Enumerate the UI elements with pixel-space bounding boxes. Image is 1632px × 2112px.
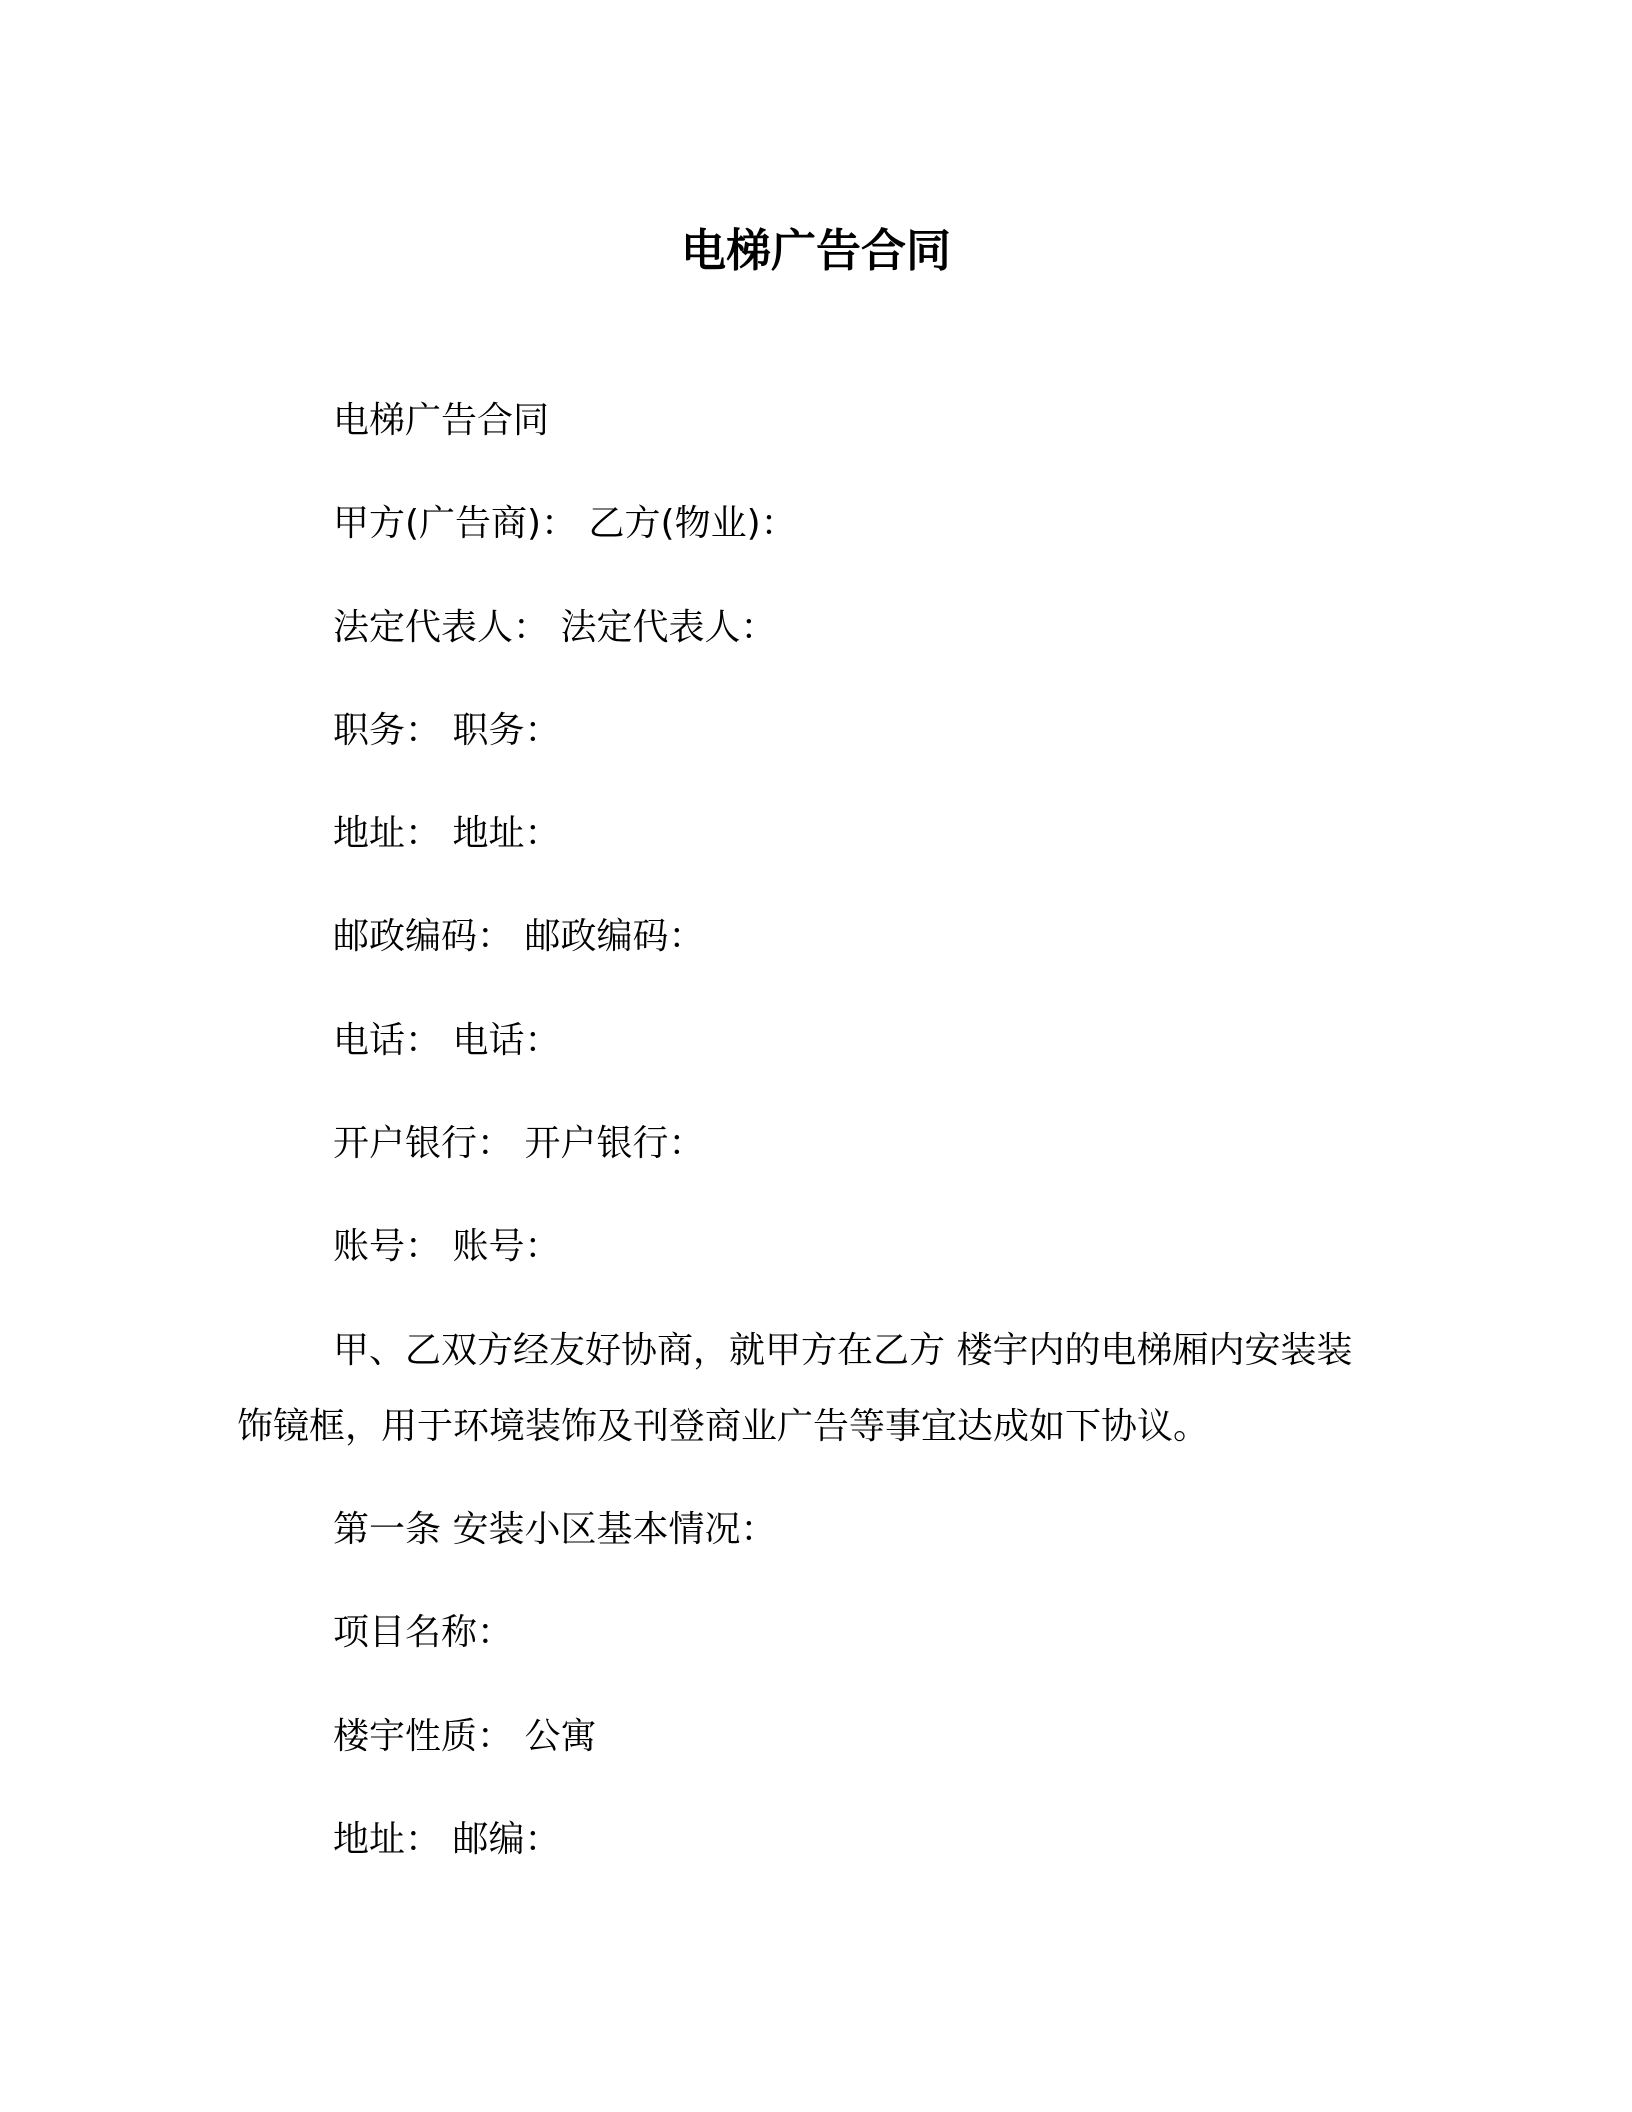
article-one-heading: 第一条 安装小区基本情况： [333, 1508, 777, 1550]
address-zip-line: 地址： 邮编： [333, 1818, 561, 1860]
agreement-paragraph [237, 1313, 1397, 1465]
postal-code-line: 邮政编码： 邮政编码： [333, 916, 705, 958]
bank-line: 开户银行： 开户银行： [333, 1123, 705, 1165]
project-name-line: 项目名称： [333, 1612, 514, 1654]
legal-representative-line: 法定代表人： 法定代表人： [333, 606, 777, 648]
party-line: 甲方(广告商)： 乙方(物业)： [333, 503, 797, 545]
phone-line: 电话： 电话： [333, 1019, 561, 1061]
agreement-line-2: 饰镜框，用于环境装饰及刊登商业广告等事宜达成如下协议。 [237, 1405, 1210, 1447]
position-line: 职务： 职务： [333, 709, 561, 751]
address-line: 地址： 地址： [333, 813, 561, 855]
building-type-line: 楼宇性质： 公寓 [333, 1715, 597, 1757]
agreement-line-1: 甲、乙双方经友好协商，就甲方在乙方 楼宇内的电梯厢内安装装 [333, 1329, 1353, 1371]
document-title: 电梯广告合同 [680, 224, 951, 277]
contract-subtitle: 电梯广告合同 [333, 400, 550, 441]
account-line: 账号： 账号： [333, 1226, 561, 1268]
document-body [237, 383, 1397, 1905]
